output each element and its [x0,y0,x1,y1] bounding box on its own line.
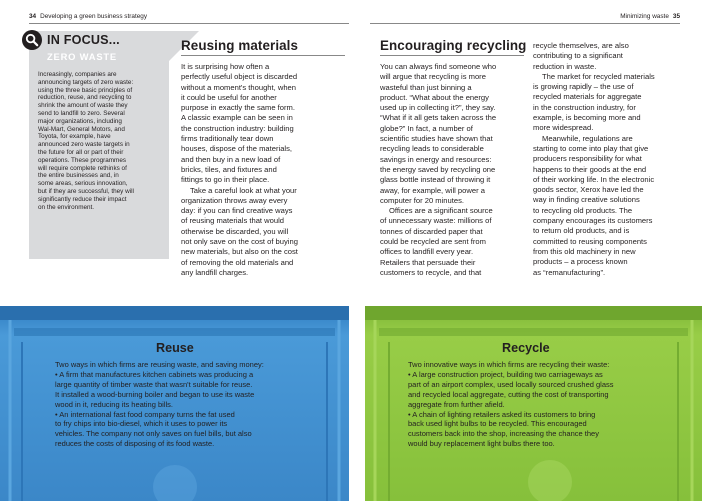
focus-text-line: announced zero waste targets in [38,141,130,149]
text-line: tonnes of discarded paper that [380,226,483,236]
reuse-text-line: It installed a wood-burning boiler and began to use its waste [55,389,255,399]
focus-heading: IN FOCUS... [47,33,120,47]
recycle-text-line: and recycled local aggregate, cutting the cost of transporting [408,389,609,399]
text-line: purpose in exactly the same form. [181,103,295,113]
text-line: You can always find someone who [380,62,497,71]
text-line: away, for example, will power a [380,185,485,195]
text-line: otherwise be discarded, you will [181,226,289,236]
text-line: way in finding creative solutions [533,195,640,205]
text-line: of unnecessary waste: millions of [380,216,492,226]
focus-text-line: the entire businesses and, in [38,172,119,180]
paragraph [181,62,351,186]
paragraph [181,186,351,279]
text-line: is growing rapidly – the use of [533,82,634,92]
text-line: houses, dispose of the materials, [181,144,293,154]
text-line: recycled materials for aggregate [533,92,642,102]
focus-body [38,71,168,211]
text-line: any landfill charges. [181,267,249,277]
focus-text-line: major organizations, including [38,117,122,125]
header-rule-right [370,23,680,24]
focus-text-line: Increasingly, companies are [38,71,117,78]
text-line: Retailers that persuade their [380,257,476,267]
text-line: happens to their goods at the end [533,164,647,174]
text-line: computer for 20 minutes. [380,195,464,205]
focus-text-line: on the environment. [38,203,95,211]
paragraph [533,134,693,278]
focus-text-line: Toyota, for example, have [38,133,111,141]
text-line: not only save on the cost of buying [181,237,298,247]
reuse-body [55,360,340,449]
text-line: of removing the old materials and [181,257,294,267]
text-line: A classic example can be seen in [181,113,293,123]
recycling-heading: Encouraging recycling [380,38,527,53]
page-number-left: 34 [29,13,37,20]
focus-text-line: the future for all or part of their [38,148,124,156]
text-line: from this old machinery in new [533,246,636,256]
text-line: more widespread. [533,123,594,133]
text-line: products – a process known [533,257,628,267]
text-line: Take a careful look at what your [190,185,297,195]
search-icon [22,30,42,50]
running-header-left [29,13,147,20]
text-line: without a moment's thought, when [181,82,297,92]
focus-text-line: operations. These programmes [38,156,127,164]
paragraph [533,41,693,72]
text-line: bricks, tiles, and fixtures and [181,164,277,174]
paragraph [380,206,530,278]
text-line: wasteful than just binning a [380,82,472,92]
text-line: goods sector, Xerox have led the [533,185,644,195]
text-line: recycling leads to considerable [380,144,484,154]
text-line: “What if it all gets taken across the [380,113,497,123]
text-line: glass bottle instead of throwing it [380,175,491,185]
text-line: to recycling old products. The [533,205,633,215]
text-line: product. “What about the energy [380,92,489,102]
text-line: example, is becoming more and [533,113,641,123]
text-line: new materials, but also on the cost [181,247,298,257]
focus-text-line: some areas, serious innovation, [38,180,128,188]
section-running-title: Minimizing waste [620,13,669,20]
recycle-text-line: would buy replacement light bulbs there too. [408,439,555,449]
text-line: producers responsibility for what [533,154,642,164]
text-line: will argue that recycling is more [380,72,486,82]
recycle-text-line: Two innovative ways in which firms are recycling their waste: [408,360,610,369]
recycle-text-line: back used light bulbs to be recycled. This encouraged [408,419,587,429]
text-line: offices to landfill every year. [380,247,474,257]
text-line: fittings to go in their place. [181,175,270,185]
text-line: could be recycled are sent from [380,237,486,247]
in-focus-box [29,31,169,259]
paragraph [380,62,530,206]
recycling-heading-rule [380,55,524,56]
reuse-text-line: • A firm that manufactures kitchen cabinets was producing a [55,369,254,379]
text-line: perfectly useful object is discarded [181,72,298,82]
reuse-text-line: wood in it, reducing its heating bills. [55,399,173,409]
text-line: It is surprising how often a [181,62,270,71]
focus-text-line: but if they are successful, they will [38,187,134,195]
text-line: recycle themselves, are also [533,41,629,50]
text-line: contributing to a significant [533,51,623,61]
recycle-text-line: part of an airport complex, used locally sourced crushed glass [408,379,614,389]
text-line: customers to recycle, and that [380,267,482,277]
recycle-text-line: • A large construction project, building two carriageways as [408,369,603,379]
text-line: company encourages its customers [533,216,653,226]
text-line: as “remanufacturing”. [533,267,606,277]
focus-text-line: reduction, reuse, and recycling to [38,94,132,102]
chapter-title: Developing a green business strategy [40,13,148,20]
recycle-text-line: aggregate from further afield. [408,399,505,409]
text-line: savings in energy and resources: [380,154,492,164]
reuse-text-line: • An international fast food company turns the fat used [55,409,235,419]
text-line: the energy saved by recycling one [380,164,496,174]
text-line: firms traditionally tear down [181,134,274,144]
text-line: in the construction industry, for [533,102,636,112]
recycling-column-1 [380,62,530,278]
text-line: Meanwhile, regulations are [542,133,633,143]
text-line: The market for recycled materials [542,71,655,81]
focus-text-line: announcing targets of zero waste: [38,78,134,86]
focus-text-line: using the three basic principles of [38,86,133,94]
focus-subheading: ZERO WASTE [47,51,117,62]
text-line: day: if you can find creative ways [181,206,293,216]
reuse-text-line: reduces the costs of disposing of its food waste. [55,439,215,449]
text-line: used up in collecting it?”, they say. [380,103,496,113]
reuse-text-line: vehicles. The company not only saves on fuel bills, but also [55,429,252,439]
reuse-text-line: to fry chips into bio-diesel, which it uses to power its [55,419,228,429]
recycle-box [365,302,702,501]
reusing-heading: Reusing materials [181,38,299,53]
text-line: it could be useful for another [181,92,277,102]
text-line: to return old products, and is [533,226,630,236]
reuse-text-line: Two ways in which firms are reusing waste, and saving money: [55,360,264,369]
text-line: committed to reusing components [533,236,647,246]
text-line: reduction in waste. [533,61,597,71]
focus-text-line: send to landfill to zero. Several [38,109,125,117]
focus-text-line: shrink the amount of waste they [38,102,128,110]
text-line: scientific studies have shown that [380,134,493,144]
reusing-column [181,62,351,278]
header-rule-left [29,23,349,24]
text-line: globe?” In fact, a number of [380,123,473,133]
text-line: and then buy in a new load of [181,154,281,164]
reuse-box [0,302,349,501]
text-line: of their working life. In the electronic [533,174,655,184]
focus-text-line: Wal-Mart, General Motors, and [38,125,125,133]
focus-text-line: will require complete rethinks of [38,164,127,172]
recycle-title: Recycle [502,341,550,355]
reuse-title: Reuse [156,341,194,355]
text-line: of reusing materials that would [181,216,284,226]
reusing-heading-rule [181,55,345,56]
focus-text-line: significantly reduce their impact [38,195,127,203]
text-line: starting to come into play that give [533,143,649,153]
paragraph [533,72,693,134]
recycle-text-line: • A chain of lighting retailers asked its customers to bring [408,409,596,419]
text-line: organization throws away every [181,195,288,205]
page-number-right: 35 [672,13,680,20]
recycle-body [408,360,698,449]
recycle-text-line: customers back into the shop, increasing the chance they [408,429,599,439]
text-line: the construction industry: building [181,123,294,133]
text-line: Offices are a significant source [389,206,493,216]
reuse-text-line: large quantity of timber waste that wasn't suitable for reuse. [55,379,253,389]
recycling-column-2 [533,41,693,278]
running-header-right [620,13,680,20]
